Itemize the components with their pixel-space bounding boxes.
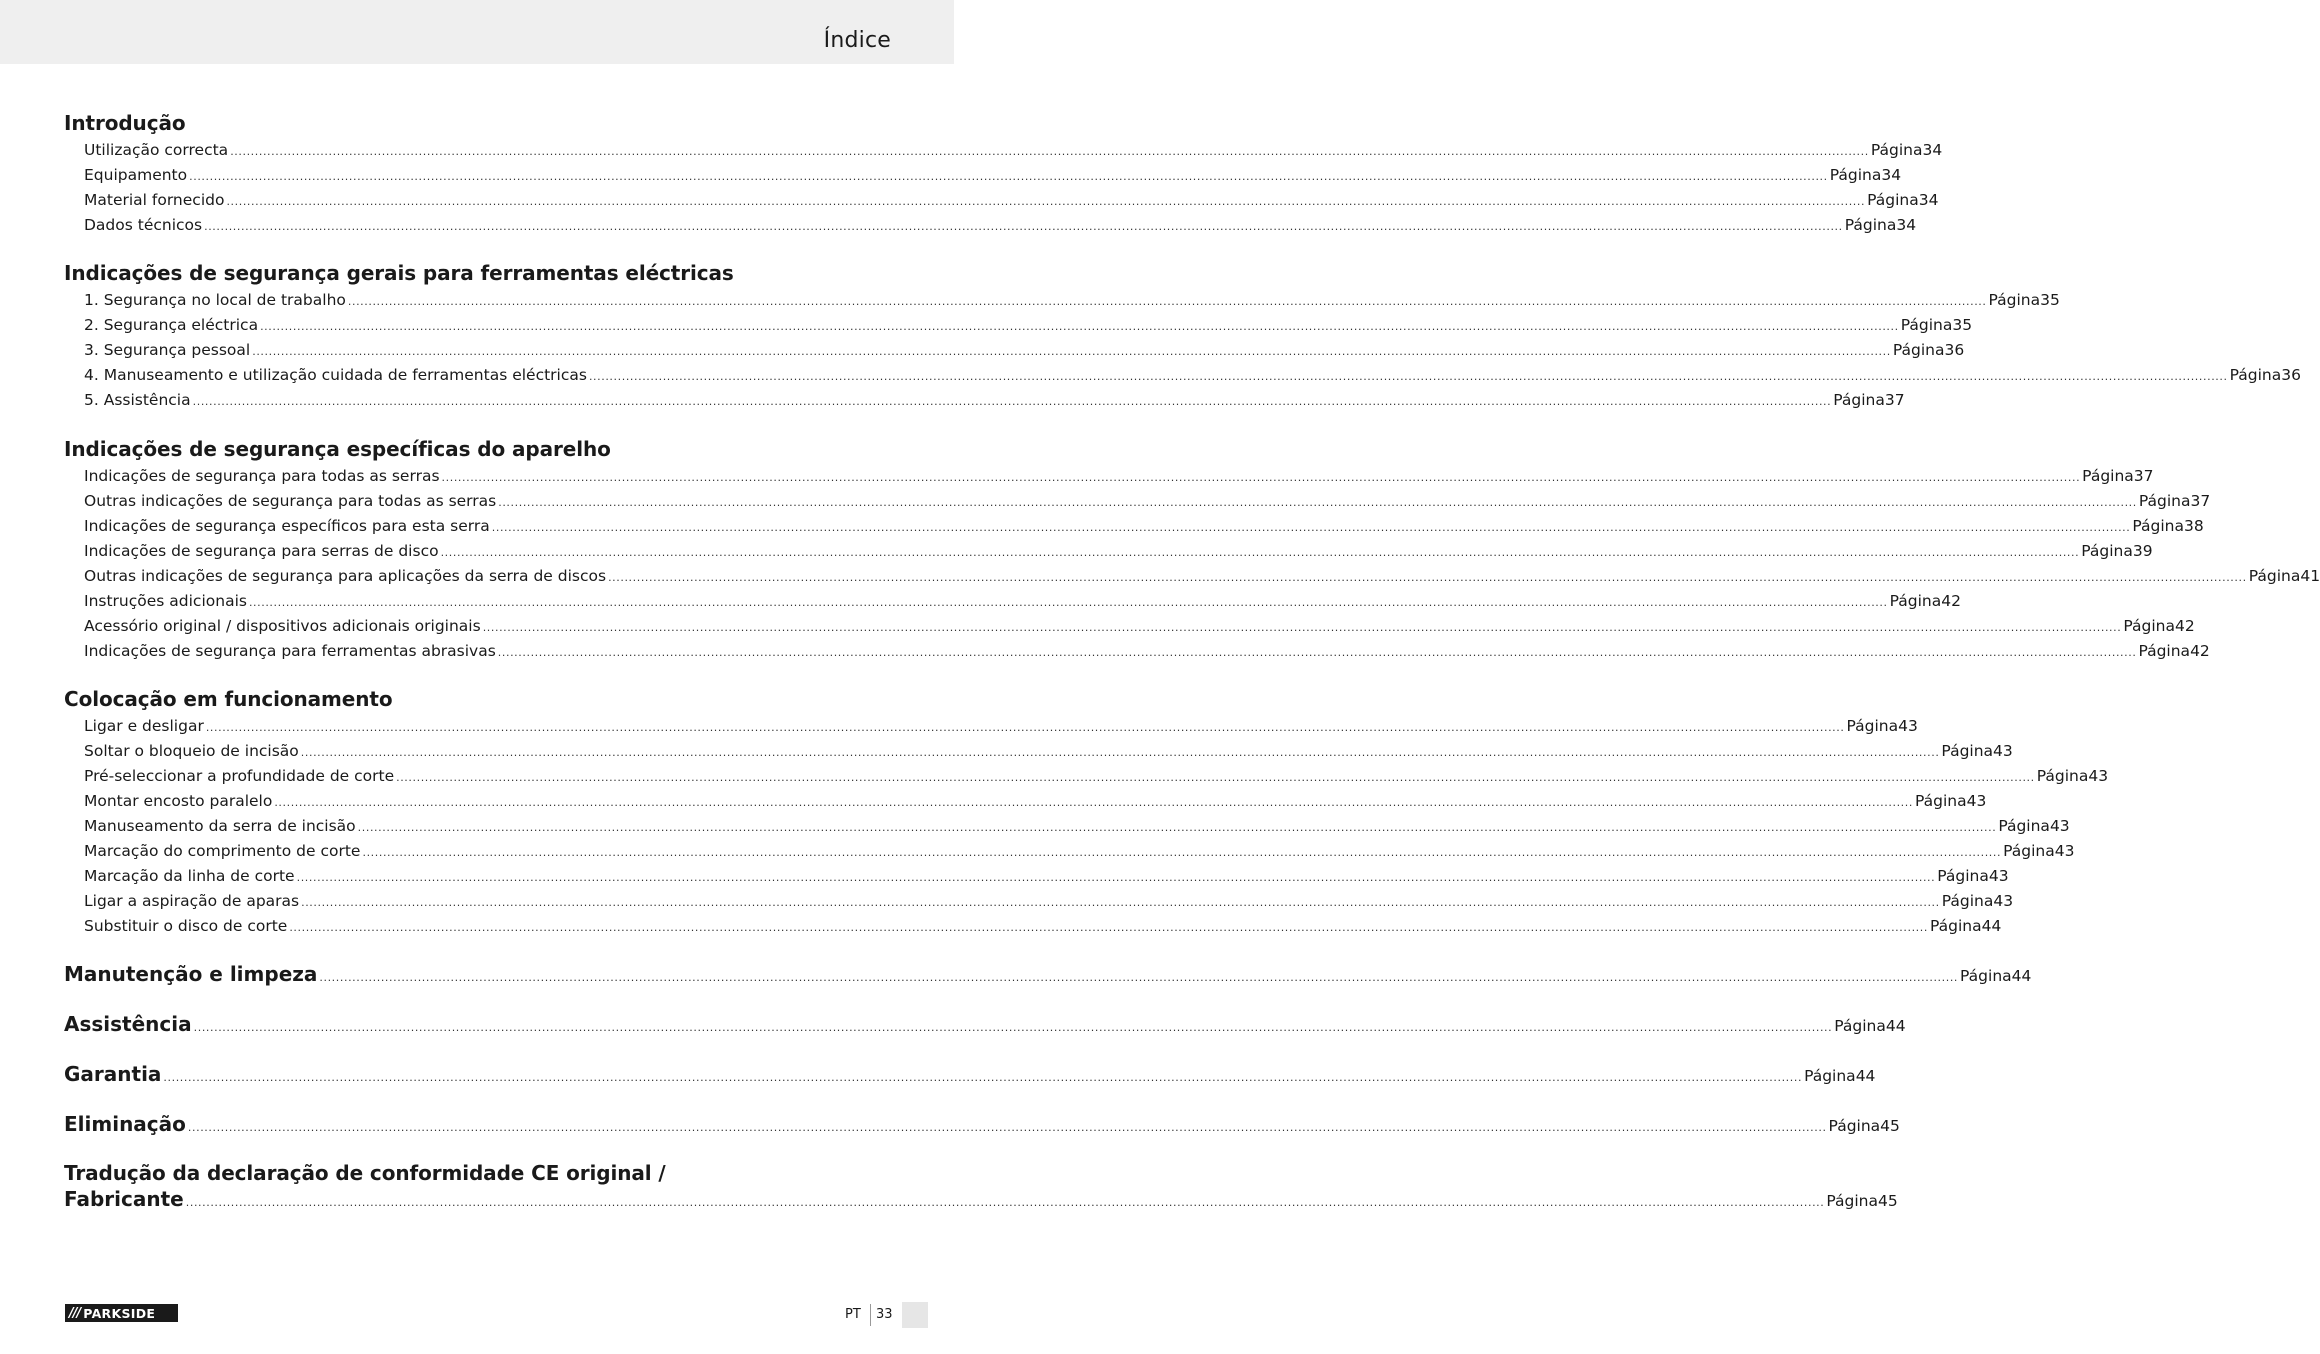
dot-leader: ................................................................................................................................................................................................................................................................................................................................................................................................................ <box>205 721 1845 734</box>
toc-page-number: 43 <box>1898 717 1918 735</box>
page-word: Página <box>2248 567 2301 585</box>
page-word: Página <box>2123 617 2175 635</box>
page-word: Página <box>2138 492 2191 510</box>
toc-entry-label: Eliminação <box>64 1112 186 1136</box>
page-word: Página <box>1828 1117 1881 1135</box>
dot-leader: ................................................................................................................................................................................................................................................................................................................................................................................................................ <box>301 896 1940 909</box>
toc-page-number: 43 <box>2049 817 2070 835</box>
toc-entry[interactable] <box>84 865 2009 887</box>
toc-entry[interactable] <box>84 339 1965 361</box>
dot-leader: ................................................................................................................................................................................................................................................................................................................................................................................................................ <box>189 170 1828 183</box>
dot-leader: ................................................................................................................................................................................................................................................................................................................................................................................................................ <box>289 921 1928 934</box>
toc-entry[interactable] <box>84 465 2154 487</box>
section-title[interactable]: Indicações de segurança gerais para ferramentas eléctricas <box>64 261 734 285</box>
toc-entry-label: Outras indicações de segurança para aplicações da serra de discos <box>84 567 607 585</box>
page-word: Página <box>1929 917 1982 935</box>
page-word: Página <box>1826 1192 1879 1210</box>
toc-entry-label: Manuseamento da serra de incisão <box>84 817 356 835</box>
toc-page-number: 37 <box>2133 467 2154 485</box>
toc-page-number: 43 <box>1966 792 1987 810</box>
toc-page-number: 36 <box>2281 366 2301 384</box>
dot-leader: ................................................................................................................................................................................................................................................................................................................................................................................................................ <box>357 821 1997 834</box>
page-word: Página <box>2132 517 2185 535</box>
toc-page-number: 37 <box>2190 492 2211 510</box>
toc-page-number: 34 <box>1881 166 1902 184</box>
toc-page-number: 37 <box>1884 391 1905 409</box>
toc-page-number: 39 <box>2132 542 2153 560</box>
toc-entry-label: 2. Segurança eléctrica <box>84 316 259 334</box>
page-word: Página <box>1941 742 1994 760</box>
brand-logo <box>65 1304 178 1322</box>
page-word: Página <box>1834 1017 1886 1035</box>
dot-leader: ................................................................................................................................................................................................................................................................................................................................................................................................................ <box>319 971 1959 984</box>
toc-entry[interactable] <box>84 289 2060 311</box>
page-word: Página <box>2036 767 2089 785</box>
toc-entry-label: Soltar o bloqueio de incisão <box>84 742 299 760</box>
dot-leader: ................................................................................................................................................................................................................................................................................................................................................................................................................ <box>274 796 1913 809</box>
toc-page-number: 42 <box>1941 592 1961 610</box>
footer-divider <box>870 1304 871 1326</box>
dot-leader: ................................................................................................................................................................................................................................................................................................................................................................................................................ <box>230 145 1869 158</box>
toc-entry[interactable] <box>84 790 1987 812</box>
toc-entry-label: Instruções adicionais <box>84 592 247 610</box>
page-word: Página <box>1833 391 1885 409</box>
dot-leader: ................................................................................................................................................................................................................................................................................................................................................................................................................ <box>498 496 2137 509</box>
toc-entry[interactable] <box>84 490 2211 512</box>
toc-entry-label: Material fornecido <box>84 191 225 209</box>
toc-page-number: 42 <box>2174 617 2195 635</box>
page-word: Página <box>2082 467 2134 485</box>
toc-entry[interactable] <box>84 139 1943 161</box>
toc-entry[interactable] <box>84 515 2204 537</box>
toc-entry[interactable] <box>84 640 2210 662</box>
dot-leader: ................................................................................................................................................................................................................................................................................................................................................................................................................ <box>252 345 1891 358</box>
dot-leader: ................................................................................................................................................................................................................................................................................................................................................................................................................ <box>362 846 2002 859</box>
page-word: Página <box>1892 341 1945 359</box>
toc-entry[interactable] <box>84 890 2014 912</box>
page-word: Página <box>1804 1067 1856 1085</box>
toc-entry-label: Manutenção e limpeza <box>64 962 318 986</box>
page-word: Página <box>1889 592 1942 610</box>
page-word: Página <box>1867 191 1919 209</box>
page-word: Página <box>1846 717 1899 735</box>
toc-main-entry[interactable] <box>64 1109 1900 1139</box>
toc-entry[interactable] <box>84 540 2153 562</box>
page-corner-box <box>902 1302 928 1328</box>
toc-entry[interactable] <box>84 740 2013 762</box>
dot-leader: ................................................................................................................................................................................................................................................................................................................................................................................................................ <box>482 621 2122 634</box>
toc-page-number: 34 <box>1896 216 1917 234</box>
toc-entry-label: Outras indicações de segurança para todas as serras <box>84 492 497 510</box>
page-word: Página <box>2081 542 2133 560</box>
dot-leader: ................................................................................................................................................................................................................................................................................................................................................................................................................ <box>347 295 1987 308</box>
toc-page-number: 43 <box>1993 742 2013 760</box>
toc-page-number: 45 <box>1880 1117 1900 1135</box>
page-word: Página <box>1829 166 1882 184</box>
toc-entry[interactable] <box>84 389 1905 411</box>
toc-entry-label: Ligar a aspiração de aparas <box>84 892 300 910</box>
toc-entry-label: Garantia <box>64 1062 162 1086</box>
dot-leader: ................................................................................................................................................................................................................................................................................................................................................................................................................ <box>193 1021 1833 1034</box>
section-title[interactable]: Tradução da declaração de conformidade CE original / <box>64 1161 666 1185</box>
toc-page-number: 44 <box>1855 1067 1876 1085</box>
dot-leader: ................................................................................................................................................................................................................................................................................................................................................................................................................ <box>300 746 1940 759</box>
toc-page-number: 42 <box>2190 642 2210 660</box>
toc-main-entry[interactable] <box>64 1009 1906 1039</box>
toc-entry-label: Acessório original / dispositivos adicionais originais <box>84 617 481 635</box>
toc-entry-label: Dados técnicos <box>84 216 203 234</box>
toc-entry[interactable] <box>84 840 2075 862</box>
section-title[interactable]: Introdução <box>64 111 186 135</box>
dot-leader: ................................................................................................................................................................................................................................................................................................................................................................................................................ <box>497 646 2137 659</box>
logo-text: PARKSIDE <box>83 1305 156 1321</box>
toc-entry-label: 3. Segurança pessoal <box>84 341 251 359</box>
dot-leader: ................................................................................................................................................................................................................................................................................................................................................................................................................ <box>440 546 2080 559</box>
toc-entry-label: Substituir o disco de corte <box>84 917 288 935</box>
section-title[interactable]: Colocação em funcionamento <box>64 687 393 711</box>
toc-entry-label: Equipamento <box>84 166 188 184</box>
page-word: Página <box>1900 316 1953 334</box>
page-word: Página <box>2138 642 2191 660</box>
page-word: Página <box>1937 867 1989 885</box>
toc-main-entry[interactable] <box>64 1184 1898 1214</box>
toc-entry-label: Indicações de segurança para ferramentas abrasivas <box>84 642 496 660</box>
toc-entry[interactable] <box>84 314 1973 336</box>
toc-page-number: 44 <box>2011 967 2032 985</box>
toc-entry-label: Ligar e desligar <box>84 717 204 735</box>
dot-leader: ................................................................................................................................................................................................................................................................................................................................................................................................................ <box>491 521 2131 534</box>
toc-entry-label: Fabricante <box>64 1187 184 1211</box>
toc-page-number: 35 <box>1952 316 1973 334</box>
section-title[interactable]: Indicações de segurança específicas do aparelho <box>64 437 611 461</box>
page-word: Página <box>1844 216 1897 234</box>
toc-page-number: 34 <box>1918 191 1939 209</box>
toc-entry[interactable] <box>84 189 1939 211</box>
page-number: 33 <box>876 1307 893 1322</box>
toc-entry-label: Indicações de segurança específicos para esta serra <box>84 517 490 535</box>
toc-entry-label: Montar encosto paralelo <box>84 792 273 810</box>
toc-entry-label: Assistência <box>64 1012 192 1036</box>
toc-entry[interactable] <box>84 715 1918 737</box>
logo-slashes-icon: /// <box>69 1305 81 1321</box>
toc-entry-label: Indicações de segurança para todas as serras <box>84 467 440 485</box>
toc-page-number: 43 <box>1993 892 2014 910</box>
dot-leader: ................................................................................................................................................................................................................................................................................................................................................................................................................ <box>187 1121 1827 1134</box>
page-word: Página <box>1941 892 1994 910</box>
toc-page-number: 35 <box>2040 291 2060 309</box>
toc-page-number: 38 <box>2184 517 2204 535</box>
toc-page-number: 43 <box>1988 867 2009 885</box>
dot-leader: ................................................................................................................................................................................................................................................................................................................................................................................................................ <box>248 596 1888 609</box>
dot-leader: ................................................................................................................................................................................................................................................................................................................................................................................................................ <box>608 571 2247 584</box>
toc-page-number: 34 <box>1922 141 1943 159</box>
page-word: Página <box>2229 366 2282 384</box>
dot-leader: ................................................................................................................................................................................................................................................................................................................................................................................................................ <box>204 220 1843 233</box>
page-word: Página <box>1998 817 2050 835</box>
page-word: Página <box>1870 141 1923 159</box>
page-word: Página <box>1914 792 1967 810</box>
toc-entry[interactable] <box>84 214 1917 236</box>
toc-entry-label: Pré-seleccionar a profundidade de corte <box>84 767 395 785</box>
toc-entry-label: 1. Segurança no local de trabalho <box>84 291 346 309</box>
toc-entry[interactable] <box>84 615 2195 637</box>
toc-page-number: 41 <box>2300 567 2320 585</box>
toc-page-number: 45 <box>1878 1192 1898 1210</box>
dot-leader: ................................................................................................................................................................................................................................................................................................................................................................................................................ <box>226 195 1866 208</box>
page-word: Página <box>1960 967 2012 985</box>
dot-leader: ................................................................................................................................................................................................................................................................................................................................................................................................................ <box>163 1071 1803 1084</box>
dot-leader: ................................................................................................................................................................................................................................................................................................................................................................................................................ <box>441 471 2081 484</box>
toc-entry[interactable] <box>84 765 2109 787</box>
toc-page-number: 44 <box>1885 1017 1906 1035</box>
page-title: Índice <box>823 28 891 53</box>
toc-entry-label: 5. Assistência <box>84 391 191 409</box>
page-word: Página <box>2003 842 2055 860</box>
toc-entry[interactable] <box>84 364 2301 386</box>
toc-main-entry[interactable] <box>64 1059 1876 1089</box>
page-word: Página <box>1988 291 2041 309</box>
dot-leader: ................................................................................................................................................................................................................................................................................................................................................................................................................ <box>588 370 2228 383</box>
toc-main-entry[interactable] <box>64 959 2032 989</box>
toc-entry-label: Marcação do comprimento de corte <box>84 842 361 860</box>
header-band <box>0 0 954 64</box>
toc-entry[interactable] <box>84 590 1961 612</box>
toc-entry[interactable] <box>84 915 2002 937</box>
toc-page-number: 43 <box>2088 767 2109 785</box>
dot-leader: ................................................................................................................................................................................................................................................................................................................................................................................................................ <box>192 395 1832 408</box>
toc-entry[interactable] <box>84 164 1902 186</box>
toc-entry-label: Indicações de segurança para serras de disco <box>84 542 439 560</box>
toc-entry-label: 4. Manuseamento e utilização cuidada de ferramentas eléctricas <box>84 366 587 384</box>
toc-page-number: 43 <box>2054 842 2075 860</box>
dot-leader: ................................................................................................................................................................................................................................................................................................................................................................................................................ <box>185 1196 1825 1209</box>
toc-entry[interactable] <box>84 565 2320 587</box>
dot-leader: ................................................................................................................................................................................................................................................................................................................................................................................................................ <box>396 771 2035 784</box>
dot-leader: ................................................................................................................................................................................................................................................................................................................................................................................................................ <box>260 320 1899 333</box>
dot-leader: ................................................................................................................................................................................................................................................................................................................................................................................................................ <box>296 871 1936 884</box>
language-code: PT <box>845 1307 861 1322</box>
toc-page-number: 44 <box>1981 917 2002 935</box>
toc-entry-label: Utilização correcta <box>84 141 229 159</box>
toc-page-number: 36 <box>1944 341 1965 359</box>
toc-entry-label: Marcação da linha de corte <box>84 867 295 885</box>
toc-entry[interactable] <box>84 815 2070 837</box>
